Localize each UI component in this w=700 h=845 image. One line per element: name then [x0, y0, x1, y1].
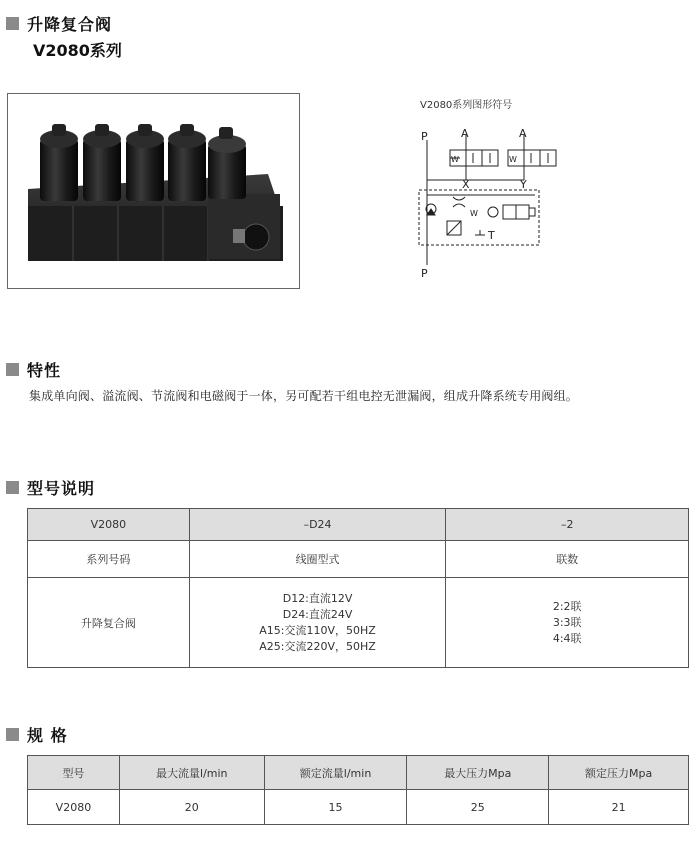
square-bullet-icon: [6, 363, 19, 376]
coil-type-item: D12:直流12V: [282, 591, 353, 605]
table-row: [28, 756, 689, 790]
model-series-name: 升降复合阀: [28, 578, 190, 668]
square-bullet-icon: [6, 481, 19, 494]
spec-cell-model: V2080: [28, 790, 120, 825]
model-title: 型号说明: [27, 479, 96, 498]
square-bullet-icon: [6, 17, 19, 30]
model-table: [27, 508, 689, 668]
model-heading: [6, 476, 95, 499]
symbol-caption: V2080系列图形符号: [420, 100, 513, 111]
model-label-series: 系列号码: [28, 541, 190, 578]
model-unit-counts: [446, 578, 689, 668]
model-header-units: –2: [446, 509, 689, 541]
features-text: 集成单向阀、溢流阀、节流阀和电磁阀于一体，另可配若干组电控无泄漏阀，组成升降系统专用阀组。: [29, 389, 579, 403]
spec-table: [27, 755, 689, 825]
spring-w2-label: W: [509, 155, 517, 164]
table-row: [28, 578, 689, 668]
spring-w1-label: W: [451, 155, 459, 164]
spec-cell-max-pressure: 25: [407, 790, 549, 825]
spec-header-rated-pressure: 额定压力Mpa: [549, 756, 689, 790]
features-heading: [6, 358, 61, 381]
table-row: [28, 509, 689, 541]
port-a2-label: A: [519, 127, 527, 140]
spring-w3-label: W: [470, 209, 478, 218]
page-subtitle: V2080系列: [33, 41, 122, 60]
unit-count-item: 3:3联: [552, 615, 582, 629]
port-a1-label: A: [461, 127, 469, 140]
coil-type-item: D24:直流24V: [282, 607, 353, 621]
table-row: [28, 541, 689, 578]
unit-count-item: 2:2联: [552, 599, 582, 613]
title-block: [6, 12, 112, 35]
model-header-coil: –D24: [189, 509, 446, 541]
features-title: 特性: [27, 361, 62, 380]
model-header-series: V2080: [28, 509, 190, 541]
hydraulic-schematic: [405, 125, 565, 280]
valve-photo-illustration: [8, 94, 300, 289]
spec-header-max-pressure: 最大压力Mpa: [407, 756, 549, 790]
page-title: 升降复合阀: [27, 15, 113, 34]
model-label-coil: 线圈型式: [189, 541, 446, 578]
table-row: [28, 790, 689, 825]
spec-header-rated-flow: 额定流量l/min: [264, 756, 407, 790]
model-coil-types: [189, 578, 446, 668]
coil-type-item: A15:交流110V，50HZ: [259, 623, 376, 637]
spec-header-model: 型号: [28, 756, 120, 790]
spec-cell-rated-pressure: 21: [549, 790, 689, 825]
spec-title: 规 格: [27, 726, 68, 745]
product-photo: [7, 93, 300, 289]
hydraulic-symbol: [405, 125, 565, 280]
port-p-top-label: P: [421, 130, 428, 143]
unit-count-item: 4:4联: [552, 631, 582, 645]
port-x-label: X: [462, 178, 470, 191]
model-label-units: 联数: [446, 541, 689, 578]
spec-header-max-flow: 最大流量l/min: [119, 756, 264, 790]
port-y-label: Y: [520, 178, 527, 191]
port-t-label: T: [488, 229, 495, 242]
spec-cell-max-flow: 20: [119, 790, 264, 825]
port-p-bottom-label: P: [421, 267, 428, 280]
spec-cell-rated-flow: 15: [264, 790, 407, 825]
square-bullet-icon: [6, 728, 19, 741]
coil-type-item: A25:交流220V，50HZ: [259, 639, 376, 653]
spec-heading: [6, 723, 68, 746]
